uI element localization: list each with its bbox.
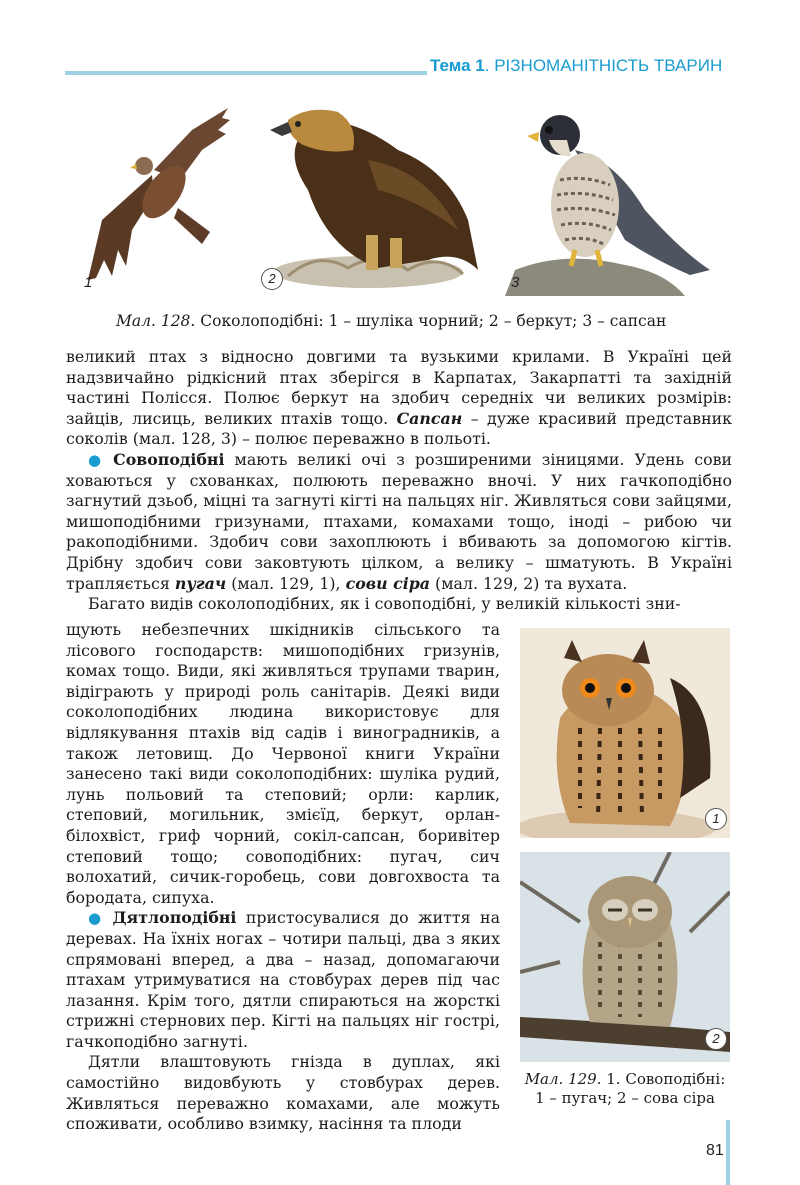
topic-title: . РІЗНОМАНІТНІСТЬ ТВАРИН	[484, 56, 723, 75]
bullet-icon: ●	[88, 450, 107, 469]
golden-eagle-image	[258, 100, 488, 290]
paragraph-pests-first-line: Багато видів соколоподібних, як і совоподібні, у великій кількості зни-	[88, 594, 681, 614]
tawny-owl-image	[520, 852, 730, 1062]
fig128-label-3: 3	[511, 274, 520, 291]
term-grey-owl: сови сіра	[345, 573, 431, 593]
fig128-label-2: 2	[261, 268, 283, 290]
fig129-label-1: 1	[705, 808, 727, 830]
paragraph-pests: щують небезпечних шкідників сільського та лісового господарств: мишоподібних гризунів, комах тощо. Види, які живляться трупами тварин, відіграють у природі роль санітарів. Деякі види соколоподібних людина використовує для відлякування птахів від садів і виноградників, а також летовищ. До Червоної книги України занесено такі види соколоподібних: шуліка рудий, лунь польовий та степовий; орли: карлик, степовий, могильник, змієїд, беркут, орлан-білохвіст, гриф чорний, сокіл-сапсан, боривітер степовий тощо; совоподібних: пугач, сич волохатий, сичик-горобець, сови довгохвоста та бородата, сипуха.	[66, 620, 500, 907]
term-sapsan: Сапсан	[396, 408, 463, 428]
figure-128-caption	[116, 312, 666, 330]
term-pugach: пугач	[174, 573, 227, 593]
footer-rule	[726, 1120, 730, 1185]
figure-129-caption: Мал. 129. 1. Совоподібні: 1 – пугач; 2 – сова сіра	[524, 1070, 726, 1107]
text-block-top	[66, 347, 732, 615]
paragraph-eagle-falcon: великий птах з відносно довгими та вузькими крилами. В Україні цей надзвичайно рідкісний птах зберігся в Карпатах, Закарпатті та західній частині Полісся. Полює беркут на здобич середніх чи великих розмірів: зайців, лисиць, великих птахів тощо. Сапсан – дуже красивий представник соколів (мал. 128, 3) – полює переважно в польоті.	[66, 347, 732, 449]
bullet-icon: ●	[88, 909, 106, 928]
text-block-left	[66, 620, 500, 1135]
header-rule	[65, 71, 427, 75]
fig128-label-1: 1	[84, 274, 93, 291]
topic-number: Тема 1	[430, 56, 485, 75]
caption-text: Соколоподібні: 1 – шуліка чорний; 2 – беркут; 3 – сапсан	[195, 312, 667, 330]
paragraph-owls: ● Совоподібні мають великі очі з розширеними зіницями. Удень сови ховаються у схованках, полюють переважно вночі. У них гачкоподібно загнутий дзьоб, міцні та загнуті кігті на пальцях ніг. Живляться сови зайцями, мишоподібними гризунами, птахами, комахами тощо, іноді – рибою чи ракоподібними. Здобич сови захоплюють і вбивають за допомогою кігтів. Дрібну здобич сови заковтують цілком, а велику – шматують. В Україні трапляється пугач (мал. 129, 1), сови сіра (мал. 129, 2) та вухата.	[66, 449, 733, 593]
running-header	[430, 56, 722, 76]
eagle-owl-image	[520, 628, 730, 838]
caption-number: Мал. 128.	[116, 312, 196, 330]
kite-image	[82, 100, 232, 290]
paragraph-woodpeckers: ● Дятлоподібні пристосувалися до життя на деревах. На їхніх ногах – чотири пальці, два з яких спрямовані вперед, а два – назад, допомагаючи птахам утримуватися на стовбурах дерев під час лазання. Крім того, дятли спираються на жорсткі стрижні стернових пер. Кігті на пальцях ніг гострі, гачкоподібно загнуті.	[66, 908, 500, 1051]
peregrine-falcon-image	[505, 100, 715, 296]
fig129-label-2: 2	[705, 1028, 727, 1050]
page-number: 81	[706, 1142, 724, 1159]
term-owls: Совоподібні	[113, 449, 225, 469]
caption-number: Мал. 129.	[524, 1070, 602, 1088]
paragraph-woodpecker-nests: Дятли влаштовують гнізда в дуплах, які самостійно видовбують у стовбурах дерев. Живляться переважно комахами, але можуть споживати, особливо взимку, насіння та плоди	[66, 1052, 500, 1134]
term-woodpeckers: Дятлоподібні	[112, 908, 237, 928]
